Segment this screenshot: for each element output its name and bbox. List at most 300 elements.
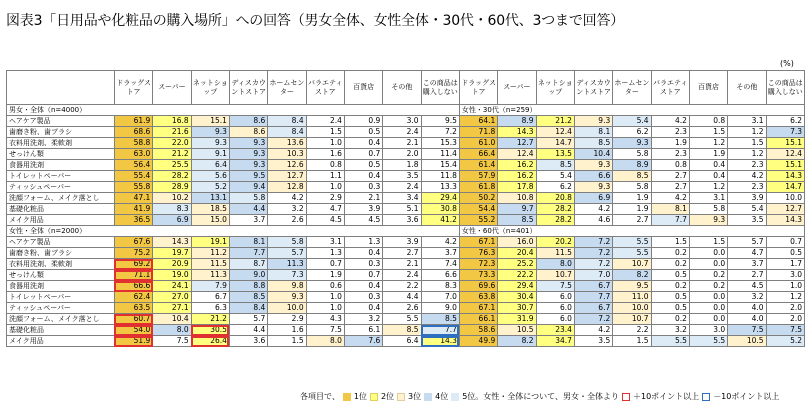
value-cell: 7.2 xyxy=(574,259,612,270)
value-cell: 55.2 xyxy=(459,215,497,226)
value-cell: 34.7 xyxy=(536,336,574,347)
value-cell: 4.2 xyxy=(574,325,612,336)
value-cell: 12.7 xyxy=(766,204,804,215)
value-cell: 9.1 xyxy=(191,149,229,160)
value-cell: 3.7 xyxy=(421,248,459,259)
value-cell: 0.4 xyxy=(344,303,382,314)
value-cell: 60.7 xyxy=(114,314,152,325)
value-cell: 55.8 xyxy=(114,182,152,193)
unit-label: (%) xyxy=(780,59,794,68)
value-cell: 10.2 xyxy=(153,193,191,204)
value-cell: 7.0 xyxy=(574,270,612,281)
value-cell: 1.2 xyxy=(766,292,804,303)
value-cell: 7.6 xyxy=(344,336,382,347)
value-cell: 2.6 xyxy=(383,303,421,314)
value-cell: 0.0 xyxy=(689,314,727,325)
value-cell: 9.3 xyxy=(689,215,727,226)
value-cell: 4.0 xyxy=(728,314,766,325)
value-cell: 47.1 xyxy=(114,193,152,204)
value-cell: 8.4 xyxy=(229,303,267,314)
value-cell: 1.6 xyxy=(306,149,344,160)
row-label: 歯磨き粉、歯ブラシ xyxy=(7,248,115,259)
column-header: ドラッグストア xyxy=(114,71,152,105)
value-cell: 2.3 xyxy=(651,127,689,138)
value-cell: 49.9 xyxy=(459,336,497,347)
value-cell: 16.8 xyxy=(153,116,191,127)
value-cell: 29.4 xyxy=(498,281,536,292)
legend-swatch-up xyxy=(622,393,630,401)
value-cell: 25.2 xyxy=(498,259,536,270)
value-cell: 63.5 xyxy=(114,303,152,314)
value-cell: 8.5 xyxy=(536,160,574,171)
value-cell: 5.2 xyxy=(191,182,229,193)
section-label: 女性・全体（n=2000） xyxy=(7,226,460,237)
column-header: ネットショップ xyxy=(191,71,229,105)
value-cell: 29.4 xyxy=(421,193,459,204)
value-cell: 10.8 xyxy=(498,193,536,204)
section-label: 男女・全体（n=4000） xyxy=(7,105,460,116)
row-label: 衣料用洗剤、柔軟剤 xyxy=(7,259,115,270)
value-cell: 0.5 xyxy=(344,127,382,138)
value-cell: 10.7 xyxy=(536,270,574,281)
value-cell: 5.5 xyxy=(613,248,651,259)
legend-rank1: 1位 xyxy=(353,392,367,401)
legend-rank5: 5位。女性・全体について、男女・全体より xyxy=(462,392,619,401)
value-cell: 61.0 xyxy=(459,138,497,149)
value-cell: 15.3 xyxy=(421,138,459,149)
value-cell: 0.7 xyxy=(306,259,344,270)
value-cell: 0.4 xyxy=(344,171,382,182)
value-cell: 0.4 xyxy=(344,248,382,259)
value-cell: 10.0 xyxy=(766,193,804,204)
value-cell: 1.3 xyxy=(344,237,382,248)
table-row xyxy=(7,336,805,347)
row-label: 洗顔フォーム、メイク落とし xyxy=(7,193,115,204)
value-cell: 3.2 xyxy=(268,204,306,215)
value-cell: 2.4 xyxy=(383,127,421,138)
column-header: ディスカウントストア xyxy=(229,71,267,105)
value-cell: 9.5 xyxy=(613,281,651,292)
value-cell: 2.7 xyxy=(383,248,421,259)
value-cell: 28.2 xyxy=(153,171,191,182)
value-cell: 3.9 xyxy=(383,237,421,248)
value-cell: 2.3 xyxy=(728,182,766,193)
value-cell: 61.4 xyxy=(459,160,497,171)
column-header: ネットショップ xyxy=(536,71,574,105)
value-cell: 63.0 xyxy=(114,149,152,160)
value-cell: 8.2 xyxy=(498,336,536,347)
row-label: せっけん類 xyxy=(7,270,115,281)
value-cell: 5.5 xyxy=(651,336,689,347)
value-cell: 3.5 xyxy=(383,171,421,182)
value-cell: 54.0 xyxy=(114,325,152,336)
row-label: 食器用洗剤 xyxy=(7,281,115,292)
row-label: せっけん類 xyxy=(7,149,115,160)
value-cell: 0.3 xyxy=(344,292,382,303)
value-cell: 2.4 xyxy=(383,182,421,193)
value-cell: 8.8 xyxy=(229,281,267,292)
value-cell: 30.5 xyxy=(191,325,229,336)
value-cell: 5.8 xyxy=(613,182,651,193)
value-cell: 8.5 xyxy=(613,171,651,182)
value-cell: 8.0 xyxy=(536,259,574,270)
value-cell: 4.7 xyxy=(728,248,766,259)
value-cell: 8.4 xyxy=(268,116,306,127)
value-cell: 4.2 xyxy=(651,193,689,204)
response-table xyxy=(6,70,805,347)
value-cell: 8.6 xyxy=(229,116,267,127)
value-cell: 21.2 xyxy=(153,149,191,160)
value-cell: 69.6 xyxy=(459,281,497,292)
value-cell: 7.5 xyxy=(306,325,344,336)
value-cell: 4.7 xyxy=(306,204,344,215)
legend-swatch-rank3 xyxy=(397,393,405,401)
row-label: 基礎化粧品 xyxy=(7,204,115,215)
value-cell: 3.9 xyxy=(728,193,766,204)
value-cell: 0.0 xyxy=(689,259,727,270)
column-header: 百貨店 xyxy=(344,71,382,105)
value-cell: 28.9 xyxy=(153,182,191,193)
value-cell: 15.0 xyxy=(191,215,229,226)
value-cell: 7.3 xyxy=(766,127,804,138)
value-cell: 4.4 xyxy=(229,204,267,215)
value-cell: 9.3 xyxy=(613,138,651,149)
value-cell: 6.2 xyxy=(613,127,651,138)
value-cell: 7.5 xyxy=(153,336,191,347)
value-cell: 14.3 xyxy=(766,171,804,182)
value-cell: 67.6 xyxy=(114,237,152,248)
value-cell: 4.2 xyxy=(651,116,689,127)
column-header: 百貨店 xyxy=(689,71,727,105)
value-cell: 24.1 xyxy=(153,281,191,292)
table-row xyxy=(7,149,805,160)
value-cell: 12.7 xyxy=(498,138,536,149)
value-cell: 8.5 xyxy=(574,138,612,149)
row-label: 衣料用洗剤、柔軟剤 xyxy=(7,138,115,149)
value-cell: 12.6 xyxy=(268,160,306,171)
value-cell: 30.8 xyxy=(421,204,459,215)
value-cell: 9.5 xyxy=(229,171,267,182)
value-cell: 5.5 xyxy=(613,237,651,248)
value-cell: 10.5 xyxy=(728,336,766,347)
value-cell: 7.7 xyxy=(651,215,689,226)
table-row xyxy=(7,237,805,248)
value-cell: 9.8 xyxy=(268,281,306,292)
value-cell: 3.5 xyxy=(574,336,612,347)
value-cell: 7.3 xyxy=(268,270,306,281)
legend-prefix: 各項目で、 xyxy=(300,392,340,401)
value-cell: 68.6 xyxy=(114,127,152,138)
value-cell: 7.0 xyxy=(421,292,459,303)
value-cell: 4.2 xyxy=(268,193,306,204)
value-cell: 16.2 xyxy=(498,160,536,171)
value-cell: 5.8 xyxy=(268,237,306,248)
value-cell: 4.2 xyxy=(574,204,612,215)
value-cell: 2.1 xyxy=(344,193,382,204)
value-cell: 36.5 xyxy=(114,215,152,226)
value-cell: 41.9 xyxy=(114,204,152,215)
value-cell: 66.1 xyxy=(459,314,497,325)
row-label: ヘアケア製品 xyxy=(7,116,115,127)
value-cell: 2.9 xyxy=(268,314,306,325)
legend-rank4: 4位 xyxy=(435,392,449,401)
value-cell: 3.2 xyxy=(344,314,382,325)
value-cell: 0.7 xyxy=(344,149,382,160)
column-header: その他 xyxy=(728,71,766,105)
value-cell: 75.2 xyxy=(114,248,152,259)
value-cell: 4.0 xyxy=(728,303,766,314)
value-cell: 4.2 xyxy=(421,237,459,248)
value-cell: 20.2 xyxy=(536,237,574,248)
value-cell: 20.9 xyxy=(153,259,191,270)
value-cell: 2.4 xyxy=(383,270,421,281)
value-cell: 1.0 xyxy=(306,182,344,193)
value-cell: 1.0 xyxy=(766,281,804,292)
value-cell: 66.4 xyxy=(459,149,497,160)
value-cell: 12.4 xyxy=(498,149,536,160)
value-cell: 11.5 xyxy=(191,259,229,270)
value-cell: 1.0 xyxy=(306,292,344,303)
value-cell: 3.7 xyxy=(229,215,267,226)
value-cell: 1.5 xyxy=(689,127,727,138)
value-cell: 0.2 xyxy=(689,281,727,292)
value-cell: 1.9 xyxy=(306,270,344,281)
column-header: その他 xyxy=(383,71,421,105)
page-title: 図表3「日用品や化粧品の購入場所」への回答（男女全体、女性全体・30代・60代、3つまで回答） xyxy=(6,13,625,29)
value-cell: 0.2 xyxy=(689,270,727,281)
value-cell: 3.0 xyxy=(766,270,804,281)
value-cell: 8.5 xyxy=(229,292,267,303)
value-cell: 7.5 xyxy=(728,325,766,336)
value-cell: 3.2 xyxy=(728,292,766,303)
value-cell: 5.5 xyxy=(689,336,727,347)
value-cell: 3.1 xyxy=(689,193,727,204)
value-cell: 3.0 xyxy=(689,325,727,336)
value-cell: 0.4 xyxy=(344,281,382,292)
row-label: メイク用品 xyxy=(7,215,115,226)
value-cell: 4.5 xyxy=(306,215,344,226)
value-cell: 8.4 xyxy=(268,127,306,138)
value-cell: 26.4 xyxy=(191,336,229,347)
value-cell: 2.0 xyxy=(766,314,804,325)
value-cell: 0.3 xyxy=(344,182,382,193)
value-cell: 0.9 xyxy=(344,116,382,127)
value-cell: 8.5 xyxy=(498,215,536,226)
value-cell: 1.6 xyxy=(268,325,306,336)
value-cell: 0.3 xyxy=(344,259,382,270)
value-cell: 7.9 xyxy=(191,281,229,292)
value-cell: 6.0 xyxy=(536,303,574,314)
value-cell: 50.2 xyxy=(459,193,497,204)
value-cell: 8.9 xyxy=(613,160,651,171)
value-cell: 8.3 xyxy=(421,281,459,292)
value-cell: 67.1 xyxy=(459,237,497,248)
value-cell: 7.2 xyxy=(574,314,612,325)
value-cell: 0.0 xyxy=(689,248,727,259)
value-cell: 9.3 xyxy=(229,138,267,149)
value-cell: 8.1 xyxy=(574,127,612,138)
value-cell: 67.1 xyxy=(459,303,497,314)
column-header: この商品は購入しない xyxy=(421,71,459,105)
value-cell: 4.6 xyxy=(574,215,612,226)
value-cell: 7.2 xyxy=(574,248,612,259)
row-label: メイク用品 xyxy=(7,336,115,347)
value-cell: 13.6 xyxy=(268,138,306,149)
value-cell: 4.5 xyxy=(728,281,766,292)
value-cell: 5.8 xyxy=(689,204,727,215)
value-cell: 6.1 xyxy=(344,325,382,336)
value-cell: 2.7 xyxy=(728,270,766,281)
value-cell: 9.3 xyxy=(574,160,612,171)
section-header-row xyxy=(7,226,805,237)
value-cell: 1.5 xyxy=(306,127,344,138)
value-cell: 0.7 xyxy=(344,270,382,281)
value-cell: 8.9 xyxy=(498,116,536,127)
value-cell: 2.1 xyxy=(383,138,421,149)
row-label: ティッシュペーパー xyxy=(7,303,115,314)
value-cell: 0.5 xyxy=(651,303,689,314)
value-cell: 0.2 xyxy=(651,259,689,270)
header-row xyxy=(7,71,805,105)
value-cell: 6.2 xyxy=(536,182,574,193)
value-cell: 9.0 xyxy=(421,303,459,314)
value-cell: 7.5 xyxy=(536,281,574,292)
value-cell: 0.8 xyxy=(651,160,689,171)
value-cell: 0.4 xyxy=(344,138,382,149)
value-cell: 1.2 xyxy=(689,138,727,149)
value-cell: 58.6 xyxy=(459,325,497,336)
column-header: ドラッグストア xyxy=(459,71,497,105)
value-cell: 71.8 xyxy=(459,127,497,138)
value-cell: 1.2 xyxy=(728,149,766,160)
value-cell: 1.7 xyxy=(766,259,804,270)
value-cell: 21.2 xyxy=(191,314,229,325)
table-row xyxy=(7,204,805,215)
value-cell: 72.3 xyxy=(459,259,497,270)
value-cell: 6.7 xyxy=(191,292,229,303)
header-corner xyxy=(7,71,115,105)
value-cell: 76.3 xyxy=(459,248,497,259)
column-header: スーパー xyxy=(153,71,191,105)
value-cell: 2.2 xyxy=(383,281,421,292)
value-cell: 12.4 xyxy=(766,149,804,160)
value-cell: 1.5 xyxy=(689,237,727,248)
value-cell: 14.3 xyxy=(766,215,804,226)
value-cell: 1.9 xyxy=(613,204,651,215)
value-cell: 19.1 xyxy=(191,237,229,248)
value-cell: 11.4 xyxy=(421,149,459,160)
value-cell: 4.4 xyxy=(229,325,267,336)
value-cell: 69.2 xyxy=(114,259,152,270)
value-cell: 5.7 xyxy=(268,248,306,259)
table-body xyxy=(7,105,805,347)
value-cell: 15.1 xyxy=(766,138,804,149)
row-label: トイレットペーパー xyxy=(7,292,115,303)
column-header: ディスカウントストア xyxy=(574,71,612,105)
value-cell: 2.4 xyxy=(306,116,344,127)
value-cell: 11.2 xyxy=(191,248,229,259)
value-cell: 10.3 xyxy=(268,149,306,160)
value-cell: 6.3 xyxy=(191,303,229,314)
value-cell: 6.6 xyxy=(574,171,612,182)
value-cell: 25.5 xyxy=(153,160,191,171)
value-cell: 54.4 xyxy=(459,204,497,215)
value-cell: 41.2 xyxy=(421,215,459,226)
legend-swatch-down xyxy=(702,393,710,401)
value-cell: 9.3 xyxy=(268,292,306,303)
value-cell: 21.2 xyxy=(536,116,574,127)
value-cell: 7.2 xyxy=(574,237,612,248)
value-cell: 0.2 xyxy=(651,281,689,292)
value-cell: 6.9 xyxy=(574,193,612,204)
value-cell: 3.0 xyxy=(383,116,421,127)
value-cell: 28.2 xyxy=(536,215,574,226)
value-cell: 27.1 xyxy=(153,303,191,314)
value-cell: 2.3 xyxy=(651,149,689,160)
value-cell: 15.4 xyxy=(421,160,459,171)
value-cell: 9.3 xyxy=(229,149,267,160)
value-cell: 13.3 xyxy=(421,182,459,193)
row-label: 歯磨き粉、歯ブラシ xyxy=(7,127,115,138)
value-cell: 51.9 xyxy=(114,336,152,347)
value-cell: 7.7 xyxy=(421,325,459,336)
value-cell: 7.2 xyxy=(421,127,459,138)
value-cell: 9.3 xyxy=(574,116,612,127)
value-cell: 18.5 xyxy=(191,204,229,215)
value-cell: 17.8 xyxy=(498,182,536,193)
value-cell: 10.0 xyxy=(613,303,651,314)
table-row xyxy=(7,292,805,303)
value-cell: 3.1 xyxy=(728,116,766,127)
value-cell: 0.4 xyxy=(689,171,727,182)
value-cell: 1.9 xyxy=(689,149,727,160)
value-cell: 0.7 xyxy=(766,237,804,248)
value-cell: 3.6 xyxy=(383,215,421,226)
value-cell: 3.9 xyxy=(344,204,382,215)
value-cell: 10.5 xyxy=(498,325,536,336)
legend-up: ＋10ポイント以上 xyxy=(633,392,700,401)
row-label: 食器用洗剤 xyxy=(7,160,115,171)
value-cell: 30.4 xyxy=(498,292,536,303)
value-cell: 57.9 xyxy=(459,171,497,182)
value-cell: 1.5 xyxy=(268,336,306,347)
value-cell: 14.3 xyxy=(153,237,191,248)
value-cell: 1.5 xyxy=(651,237,689,248)
value-cell: 8.7 xyxy=(229,259,267,270)
value-cell: 66.6 xyxy=(114,281,152,292)
value-cell: 1.1 xyxy=(306,171,344,182)
legend-rank3: 3位 xyxy=(408,392,422,401)
value-cell: 16.0 xyxy=(498,237,536,248)
legend-rank2: 2位 xyxy=(380,392,395,401)
value-cell: 5.1 xyxy=(383,204,421,215)
value-cell: 22.0 xyxy=(153,138,191,149)
value-cell: 15.1 xyxy=(191,116,229,127)
value-cell: 73.3 xyxy=(459,270,497,281)
value-cell: 61.9 xyxy=(114,116,152,127)
value-cell: 1.0 xyxy=(306,138,344,149)
value-cell: 0.8 xyxy=(306,160,344,171)
value-cell: 0.2 xyxy=(651,314,689,325)
value-cell: 8.0 xyxy=(306,336,344,347)
row-label: ヘアケア製品 xyxy=(7,237,115,248)
table-row xyxy=(7,182,805,193)
value-cell: 7.7 xyxy=(574,292,612,303)
value-cell: 5.4 xyxy=(536,171,574,182)
table-row xyxy=(7,314,805,325)
value-cell: 4.3 xyxy=(306,314,344,325)
value-cell: 3.5 xyxy=(728,215,766,226)
